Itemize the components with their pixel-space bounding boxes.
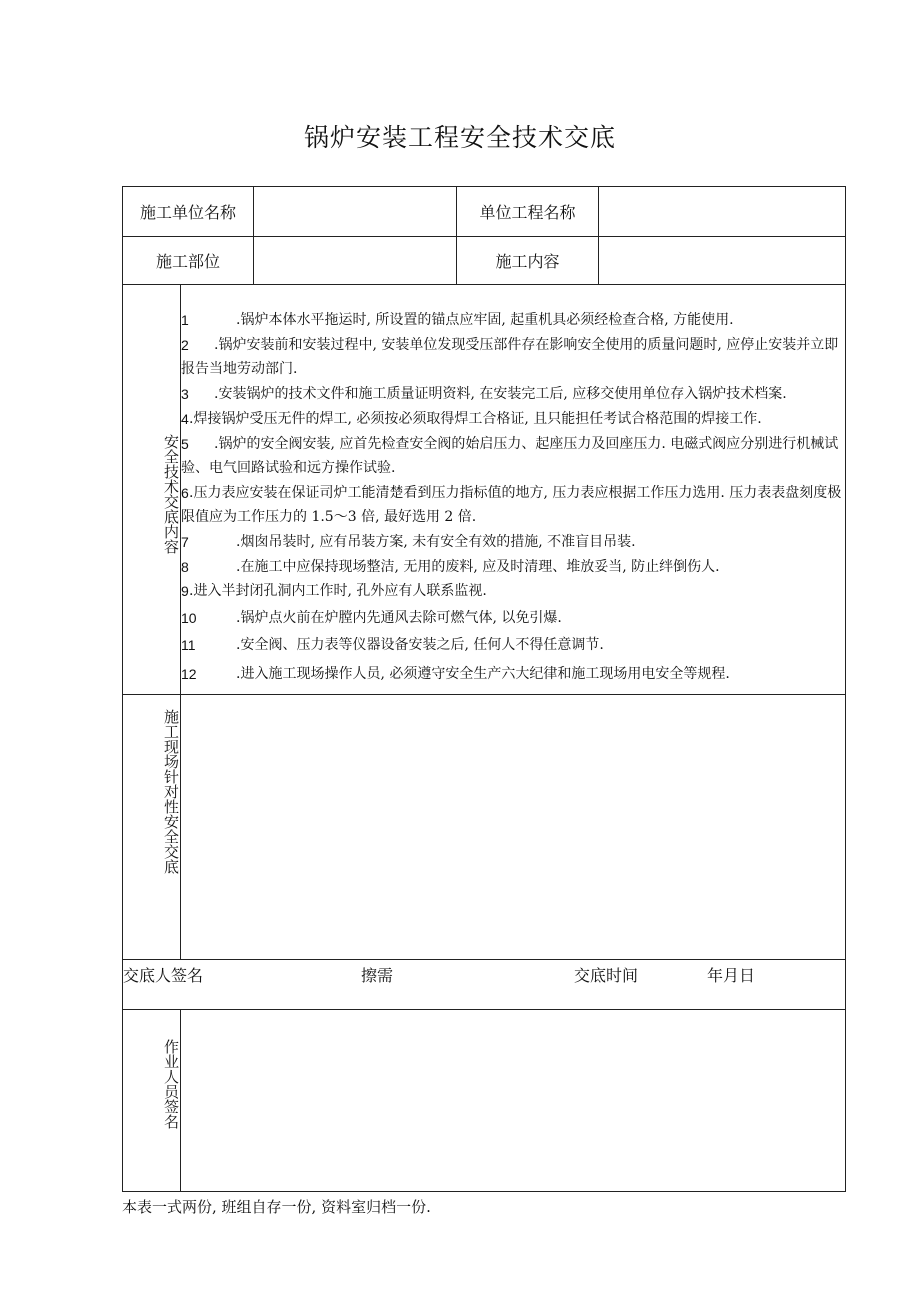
site-specific-field[interactable] xyxy=(181,695,845,959)
item-text: .锅炉本体水平拖运时, 所设置的锚点应牢固, 起重机具必须经检查合格, 方能使用. xyxy=(236,312,734,328)
item-number: 4 xyxy=(181,411,189,427)
time-label: 交底时间 xyxy=(574,966,639,985)
item-text: .锅炉的安全阀安装, 应首先检查安全阀的始启压力、起座压力及回座压力. 电磁式阀应分别进行机械试验、电气回路试验和远方操作试验. xyxy=(181,436,839,476)
list-item xyxy=(181,633,843,657)
list-item xyxy=(181,333,843,381)
item-text: .锅炉安装前和安装过程中, 安装单位发现受压部件存在影响安全使用的质量问题时, 应停止安装并立即报告当地劳动部门. xyxy=(181,337,839,377)
item-number: 3 xyxy=(181,386,189,402)
document-title: 锅炉安装工程安全技术交底 xyxy=(303,123,616,152)
item-text: .安全阀、压力表等仪器设备安装之后, 任何人不得任意调节. xyxy=(236,637,604,653)
item-text: .锅炉点火前在炉膛内先通风去除可燃气体, 以免引爆. xyxy=(236,610,562,626)
list-item xyxy=(181,530,843,554)
list-item xyxy=(181,432,843,480)
list-item xyxy=(181,606,843,630)
item-number: 2 xyxy=(181,337,189,353)
project-name-label: 单位工程名称 xyxy=(479,203,576,222)
unit-name-field[interactable] xyxy=(254,187,456,236)
item-text: .安装锅炉的技术文件和施工质量证明资料, 在安装完工后, 应移交使用单位存入锅炉技术档案. xyxy=(214,386,787,402)
tech-content-label: 安全技术交底内容 xyxy=(162,434,180,554)
footer-note: 本表一式两份, 班组自存一份, 资料室归档一份. xyxy=(122,1198,431,1216)
disclosure-form xyxy=(122,186,846,1192)
item-number: 5 xyxy=(181,436,189,452)
receiver-label: 擦需 xyxy=(361,966,394,985)
giver-sign-label: 交底人签名 xyxy=(123,966,204,985)
item-text: .在施工中应保持现场整洁, 无用的废料, 应及时清理、堆放妥当, 防止绊倒伤人. xyxy=(236,559,720,575)
item-text: .进入施工现场操作人员, 必须遵守安全生产六大纪律和施工现场用电安全等规程. xyxy=(236,666,730,682)
item-number: 11 xyxy=(181,637,196,653)
list-item xyxy=(181,555,843,579)
list-item xyxy=(181,662,843,686)
item-number: 1 xyxy=(181,312,189,328)
content-label: 施工内容 xyxy=(495,252,560,271)
content-field[interactable] xyxy=(599,237,845,284)
dept-field[interactable] xyxy=(254,237,456,284)
list-item xyxy=(181,579,843,603)
item-text: .焊接锅炉受压无件的焊工, 必须按必须取得焊工合格证, 且只能担任考试合格范围的焊接工作. xyxy=(189,411,762,427)
item-text: .烟囱吊装时, 应有吊装方案, 未有安全有效的措施, 不准盲目吊装. xyxy=(236,534,636,550)
item-number: 12 xyxy=(181,666,197,682)
item-number: 8 xyxy=(181,559,189,575)
workers-sign-field[interactable] xyxy=(181,1010,845,1191)
item-number: 10 xyxy=(181,610,197,626)
item-number: 6 xyxy=(181,485,189,501)
workers-sign-label: 作业人员签名 xyxy=(162,1039,180,1129)
unit-name-label: 施工单位名称 xyxy=(139,203,236,222)
item-text: .进入半封闭孔洞内工作时, 孔外应有人联系监视. xyxy=(189,583,487,599)
row-divider xyxy=(123,959,845,960)
list-item xyxy=(181,382,843,406)
item-number: 7 xyxy=(181,534,189,550)
item-text: .压力表应安装在保证司炉工能清楚看到压力指标值的地方, 压力表应根据工作压力选用. 压力表表盘刻度极限值应为工作压力的 1.5～3 倍, 最好选用 2 倍. xyxy=(181,485,842,525)
date-label: 年月日 xyxy=(707,966,756,985)
list-item xyxy=(181,407,843,431)
project-name-field[interactable] xyxy=(599,187,845,236)
site-specific-label: 施工现场针对性安全交底 xyxy=(162,708,180,874)
item-number: 9 xyxy=(181,583,189,599)
list-item xyxy=(181,308,843,332)
list-item xyxy=(181,481,843,529)
row-divider xyxy=(123,284,845,285)
dept-label: 施工部位 xyxy=(155,252,220,271)
